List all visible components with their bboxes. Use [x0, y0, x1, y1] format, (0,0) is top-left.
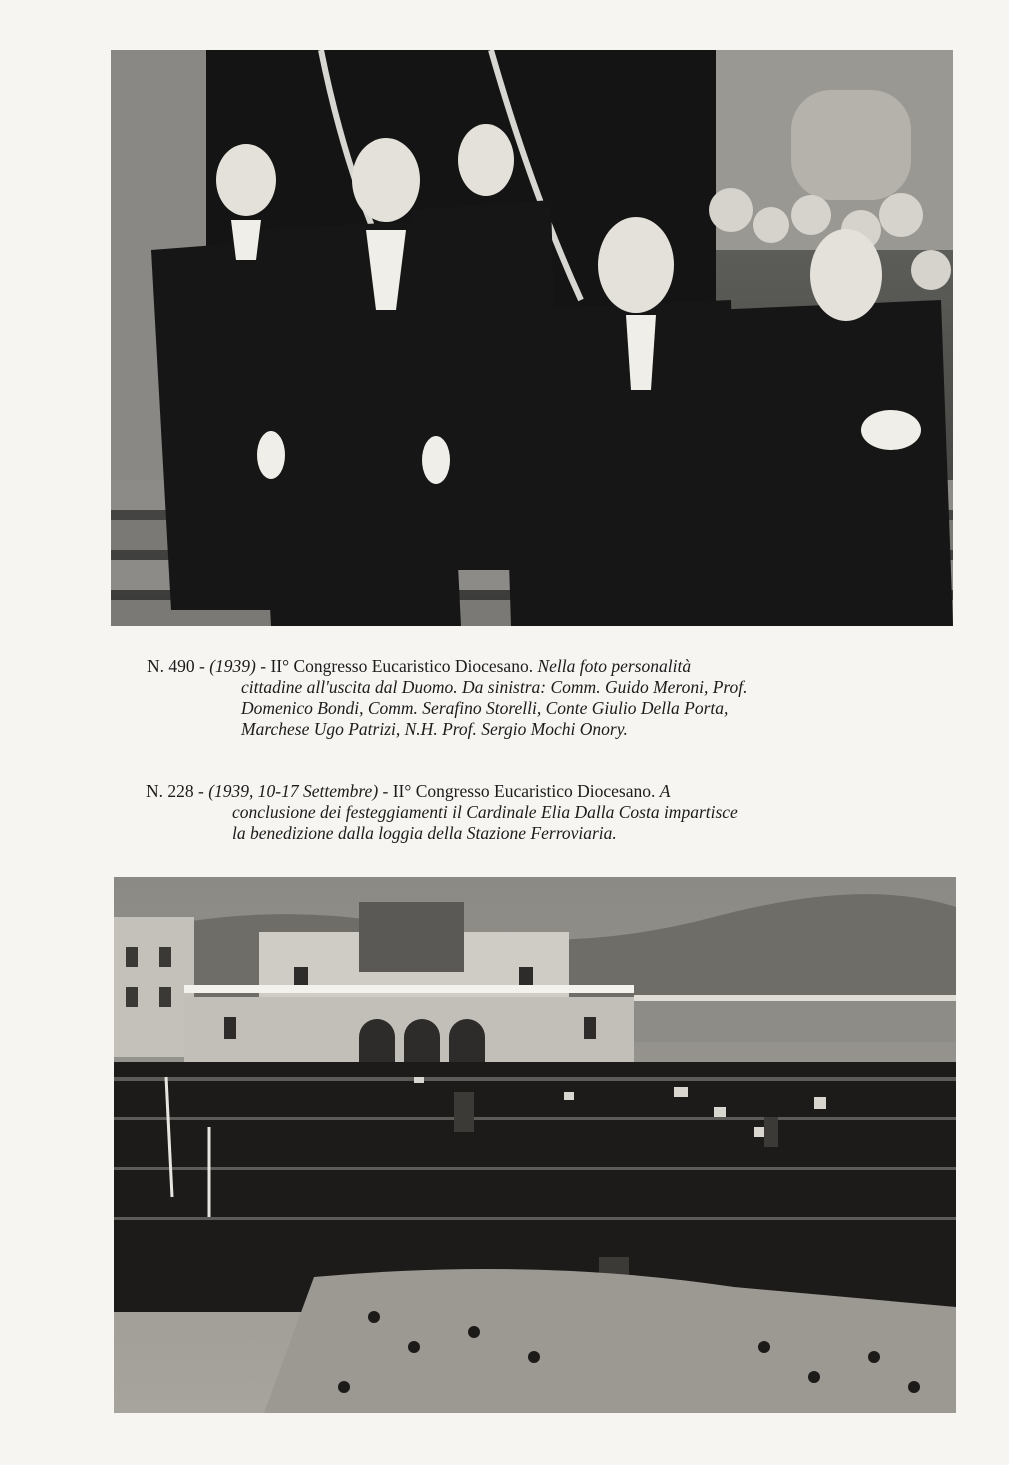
caption-date: (1939, 10-17 Settembre)	[208, 781, 379, 801]
caption-number: N. 490 -	[147, 656, 205, 676]
photo-station-crowd	[114, 877, 956, 1413]
caption-title: II° Congresso Eucaristico Diocesano.	[392, 781, 656, 801]
caption-text-line: Nella foto personalità	[537, 656, 692, 676]
photo-dignitaries-leaving-cathedral-icon	[111, 50, 953, 626]
caption-text-line: la benedizione dalla loggia della Stazione Ferroviaria.	[232, 823, 617, 843]
photo-crowd-at-railway-station-icon	[114, 877, 956, 1413]
caption-title: II° Congresso Eucaristico Diocesano.	[270, 656, 534, 676]
caption-text-line: conclusione dei festeggiamenti il Cardinale Elia Dalla Costa impartisce	[232, 802, 738, 822]
caption-separator: -	[260, 656, 267, 676]
caption-text-line: A	[659, 781, 671, 801]
photo-dignitaries-cathedral	[111, 50, 953, 626]
caption-photo-228	[146, 781, 917, 844]
caption-text-line: Marchese Ugo Patrizi, N.H. Prof. Sergio Mochi Onory.	[241, 719, 628, 739]
caption-date: (1939)	[209, 656, 256, 676]
caption-text-line: Domenico Bondi, Comm. Serafino Storelli, Conte Giulio Della Porta,	[241, 698, 729, 718]
caption-separator: -	[382, 781, 389, 801]
caption-photo-490	[147, 656, 917, 740]
caption-number: N. 228 -	[146, 781, 204, 801]
caption-text-line: cittadine all'uscita dal Duomo. Da sinistra: Comm. Guido Meroni, Prof.	[241, 677, 748, 697]
